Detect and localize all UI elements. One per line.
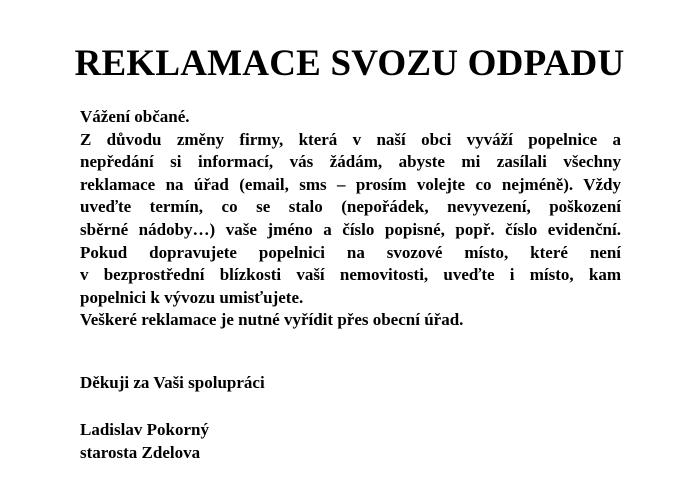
final-line: Veškeré reklamace je nutné vyřídit přes obecní úřad. bbox=[80, 310, 464, 330]
signature-block bbox=[80, 419, 209, 464]
paragraph-line: Pokud dopravujete popelnici na svozové místo, které není bbox=[80, 242, 621, 262]
paragraph-line: sběrné nádoby…) vaše jméno a číslo popisné, popř. číslo evidenční. bbox=[80, 219, 621, 239]
paragraph-line: popelnici k vývozu umisťujete. bbox=[80, 287, 304, 307]
paragraph-line: nepředání si informací, vás žádám, abyste mi zasílali všechny bbox=[80, 152, 621, 172]
paragraph-line: Z důvodu změny firmy, která v naší obci vyváží popelnice a bbox=[80, 129, 621, 149]
salutation: Vážení občané. bbox=[80, 107, 190, 126]
document-body bbox=[80, 106, 621, 332]
paragraph-line: v bezprostřední blízkosti vaší nemovitosti, uveďte i místo, kam bbox=[80, 265, 621, 285]
paragraph-line: reklamace na úřad (email, sms – prosím volejte co nejméně). Vždy bbox=[80, 174, 621, 194]
signature-role: starosta Zdelova bbox=[80, 442, 201, 462]
paragraph-line: uveďte termín, co se stalo (nepořádek, nevyvezení, poškození bbox=[80, 197, 621, 217]
closing-text: Děkuji za Vaši spolupráci bbox=[80, 373, 265, 392]
signature-name: Ladislav Pokorný bbox=[80, 420, 209, 439]
document-title: REKLAMACE SVOZU ODPADU bbox=[74, 43, 625, 84]
